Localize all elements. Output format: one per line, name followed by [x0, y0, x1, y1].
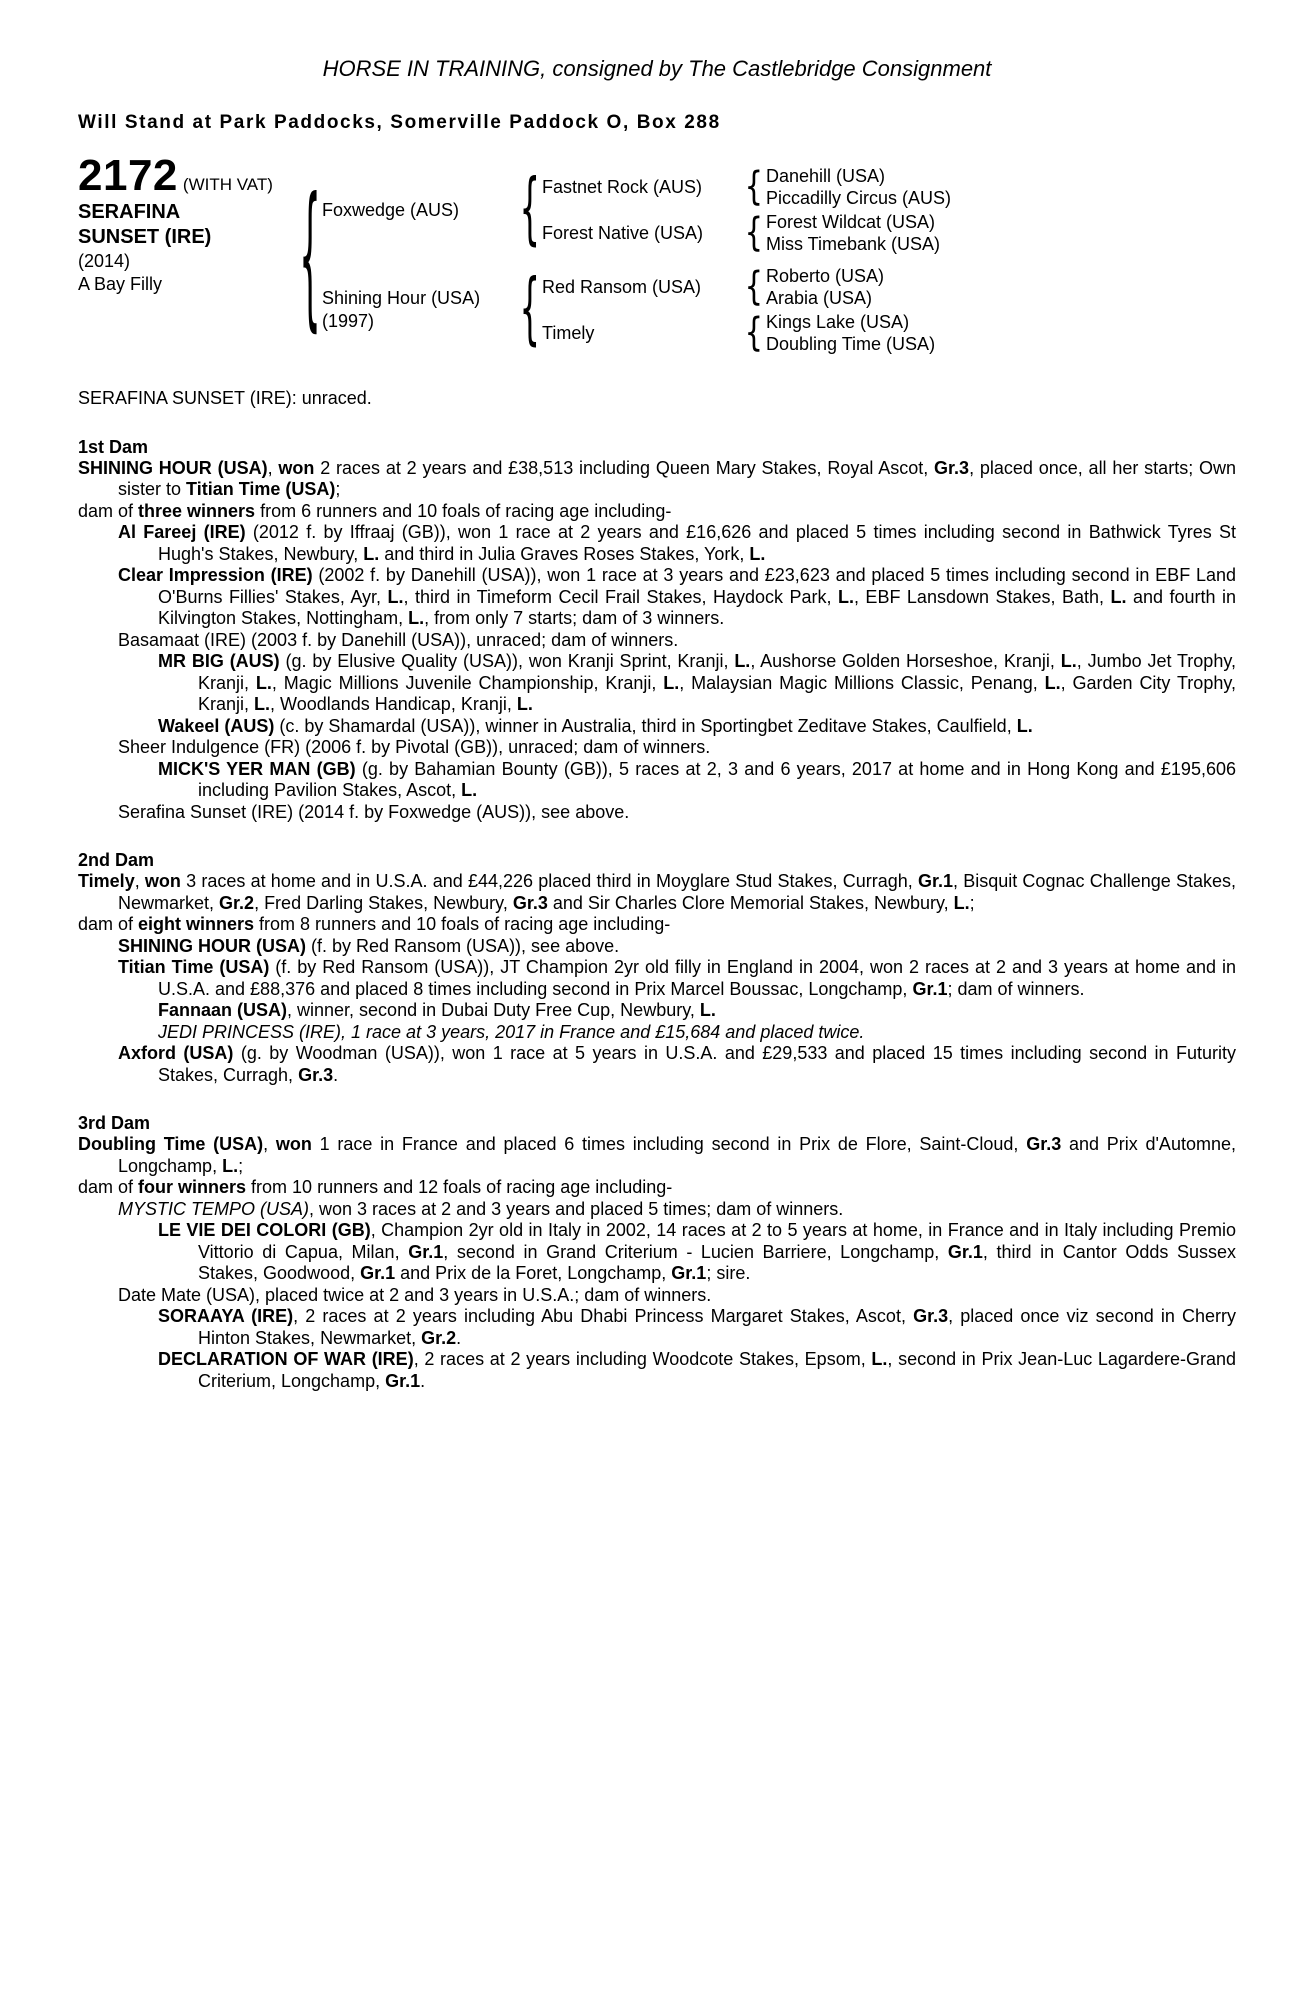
text-segment: Al Fareej (IRE) [118, 522, 246, 542]
text-segment: from 10 runners and 12 foals of racing age including- [246, 1177, 673, 1197]
text-segment: Titian Time (USA) [118, 957, 270, 977]
lot-number-line [78, 151, 298, 200]
catalogue-paragraph [78, 1134, 1236, 1177]
sire-name: Foxwedge (AUS) [322, 199, 460, 220]
text-segment: , Fred Darling Stakes, Newbury, [254, 892, 513, 913]
text-segment: Titian Time (USA) [186, 479, 336, 499]
race-record: SERAFINA SUNSET (IRE): unraced. [78, 388, 372, 408]
text-segment: MYSTIC TEMPO (USA) [118, 1198, 310, 1219]
grandparent-name: Forest Native (USA) [542, 222, 704, 243]
text-segment: Axford (USA) [118, 1043, 234, 1063]
text-segment: Gr.1 [671, 1263, 707, 1283]
text-segment: L. [1110, 586, 1127, 607]
text-segment: (2002 f. by Danehill (USA)), won 1 race at 3 years and £23,623 and placed 5 times including second in EBF Land O'Burns Fillies' Stakes, Ayr, [158, 565, 1236, 607]
text-segment: L. [1016, 715, 1033, 736]
dam-brace [518, 264, 542, 356]
catalogue-paragraph [78, 1022, 1236, 1044]
text-segment: L. [871, 1349, 888, 1369]
pedigree-outer-brace [298, 160, 322, 360]
text-segment: and third in Julia Graves Roses Stakes, York, [379, 543, 750, 564]
text-segment: Wakeel (AUS) [158, 715, 275, 736]
text-segment: L. [408, 608, 425, 628]
text-segment: L. [734, 651, 751, 671]
text-segment: L. [1060, 651, 1077, 671]
text-segment: Gr.2 [219, 892, 255, 913]
text-segment: Gr.2 [421, 1327, 457, 1348]
text-segment: L. [387, 586, 404, 607]
stand-location-line: Will Stand at Park Paddocks, Somerville Paddock O, Box 288 [78, 112, 721, 133]
text-segment: , [263, 1134, 276, 1154]
catalogue-paragraph [78, 936, 1236, 958]
text-segment: won [144, 871, 181, 891]
text-segment: , 2 races at 2 years including Woodcote Stakes, Epsom, [413, 1349, 872, 1369]
grandparent-brace [742, 211, 766, 255]
text-segment: , [267, 457, 279, 478]
text-segment: Gr.3 [298, 1064, 334, 1085]
text-segment: Clear Impression (IRE) [118, 565, 313, 585]
catalogue-paragraph [78, 522, 1236, 565]
text-segment: DECLARATION OF WAR (IRE) [158, 1349, 414, 1369]
catalogue-paragraph [78, 914, 1236, 936]
text-segment: L. [663, 672, 680, 693]
catalogue-paragraph [78, 1199, 1236, 1221]
text-segment: L. [837, 586, 854, 607]
text-segment: from 8 runners and 10 foals of racing age including- [254, 914, 671, 934]
brace-icon: { [744, 309, 764, 356]
text-segment: , Garden City Trophy, Kranji, [198, 672, 1237, 714]
catalogue-paragraph [78, 458, 1236, 501]
foaling-year: (2014) [78, 251, 131, 271]
text-segment: , Bisquit Cognac Challenge Stakes, Newmarket, [118, 871, 1236, 913]
catalogue-paragraph [78, 737, 1236, 759]
grandparent-brace [742, 311, 766, 355]
grandparent-block [542, 265, 1002, 309]
great-grandparent-name: Roberto (USA) [766, 266, 885, 286]
catalogue-paragraph [78, 630, 1236, 652]
pedigree-table [78, 151, 1236, 360]
text-segment: Gr.1 [947, 1241, 983, 1262]
lot-info [78, 151, 298, 360]
text-segment: ; [335, 479, 341, 499]
text-segment: and fourth in Kilvington Stakes, Nottingham, [158, 586, 1236, 628]
text-segment: and Prix de la Foret, Longchamp, [395, 1263, 672, 1283]
text-segment: eight winners [138, 914, 255, 934]
sire-block [322, 164, 1002, 256]
text-segment: Timely [78, 871, 135, 891]
text-segment: LE VIE DEI COLORI (GB) [158, 1220, 371, 1240]
text-segment: and Prix d'Automne, Longchamp, [118, 1134, 1236, 1176]
great-grandparent-name: Forest Wildcat (USA) [766, 212, 936, 232]
text-segment: ; sire. [706, 1263, 751, 1283]
text-segment: L. [516, 694, 533, 714]
brace-icon: { [744, 263, 764, 310]
text-segment: , from only 7 starts; dam of 3 winners. [424, 608, 725, 628]
text-segment: Gr.3 [934, 457, 970, 478]
brace-icon: { [744, 163, 764, 210]
text-segment: L. [222, 1155, 239, 1176]
grandparent-name: Fastnet Rock (AUS) [542, 176, 703, 197]
text-segment: , second in Grand Criterium - Lucien Barriere, Longchamp, [443, 1241, 948, 1262]
text-segment: (g. by Bahamian Bounty (GB)), 5 races at 2, 3 and 6 years, 2017 at home and in Hong Kong and £195,606 including Pavilion Stakes, Ascot, [198, 758, 1236, 800]
text-segment: . [456, 1327, 462, 1348]
catalogue-paragraph [78, 501, 1236, 523]
text-segment: , Jumbo Jet Trophy, Kranji, [198, 651, 1236, 693]
text-segment: L. [363, 543, 380, 564]
grandparent-brace [742, 165, 766, 209]
section-heading: 2nd Dam [78, 850, 155, 870]
text-segment: , third in Cantor Odds Sussex Stakes, Goodwood, [198, 1241, 1237, 1283]
great-grandparent-name: Arabia (USA) [766, 288, 873, 308]
text-segment: , won 3 races at 2 and 3 years and placed 5 times; dam of winners. [309, 1198, 844, 1219]
text-segment: . [420, 1370, 426, 1391]
grandparent-block [542, 211, 1002, 255]
text-segment: , Magic Millions Juvenile Championship, Kranji, [271, 672, 664, 693]
text-segment: SORAAYA (IRE) [158, 1306, 294, 1326]
dam-year: (1997) [322, 311, 375, 331]
text-segment: MR BIG (AUS) [158, 651, 280, 671]
text-segment: SHINING HOUR (USA) [118, 935, 306, 956]
pedigree-generations [322, 160, 1002, 360]
text-segment: Serafina Sunset (IRE) (2014 f. by Foxwedge (AUS)), see above. [118, 801, 630, 822]
catalogue-paragraph [78, 1285, 1236, 1307]
text-segment: Doubling Time (USA) [78, 1134, 264, 1154]
text-segment: L. [1044, 672, 1061, 693]
text-segment: three winners [138, 500, 256, 521]
text-segment: Gr.3 [913, 1306, 949, 1326]
horse-name-line2: SUNSET (IRE) [78, 226, 212, 248]
text-segment: 3 races at home and in U.S.A. and £44,226 placed third in Moyglare Stud Stakes, Curragh, [180, 871, 918, 891]
text-segment: dam of [78, 914, 139, 934]
catalogue-paragraph [78, 1043, 1236, 1086]
text-segment: (c. by Shamardal (USA)), winner in Australia, third in Sportingbet Zeditave Stakes, Caulfield, [274, 715, 1017, 736]
grandparent-brace [742, 265, 766, 309]
section-heading: 3rd Dam [78, 1113, 151, 1133]
text-segment: ; [238, 1155, 244, 1176]
grandparent-block [542, 165, 1002, 209]
text-segment: Sheer Indulgence (FR) (2006 f. by Pivotal (GB)), unraced; dam of winners. [118, 737, 711, 757]
great-grandparent-name: Miss Timebank (USA) [766, 234, 941, 254]
text-segment: L. [953, 892, 970, 913]
catalogue-paragraph [78, 651, 1236, 716]
text-segment: , Aushorse Golden Horseshoe, Kranji, [750, 651, 1061, 671]
text-segment: L. [749, 543, 766, 564]
text-segment: , Woodlands Handicap, Kranji, [270, 694, 517, 714]
catalogue-sections [78, 436, 1236, 1393]
text-segment: , Champion 2yr old in Italy in 2002, 14 races at 2 to 5 years at home, in France and in Italy including Premio Vittorio di Capua, Milan, [198, 1220, 1236, 1262]
section-heading: 1st Dam [78, 436, 149, 457]
text-segment: Gr.1 [408, 1241, 444, 1262]
brace-icon: { [299, 165, 321, 350]
vat-note: (WITH VAT) [182, 175, 273, 194]
text-segment: Gr.1 [360, 1263, 396, 1283]
text-segment: , 1 race at 3 years, 2017 in France and £15,684 and placed twice. [341, 1021, 865, 1042]
text-segment: , [134, 871, 145, 891]
text-segment: , placed once, all her starts; Own sister to [118, 457, 1237, 499]
lot-number: 2172 [78, 151, 178, 200]
catalogue-paragraph [78, 1306, 1236, 1349]
catalogue-paragraph [78, 1349, 1236, 1392]
text-segment: dam of [78, 1177, 139, 1197]
horse-name-line1: SERAFINA [78, 201, 181, 223]
text-segment: won [278, 457, 315, 478]
text-segment: ; [969, 892, 975, 913]
catalogue-paragraph [78, 1000, 1236, 1022]
text-segment: (2012 f. by Iffraaj (GB)), won 1 race at 2 years and £16,626 and placed 5 times including second in Bathwick Tyres St Hugh's Stakes, Newbury, [158, 522, 1236, 564]
text-segment: L. [255, 672, 272, 693]
text-segment: from 6 runners and 10 foals of racing age including- [255, 500, 672, 521]
great-grandparent-name: Doubling Time (USA) [766, 334, 936, 354]
text-segment: 2 races at 2 years and £38,513 including Queen Mary Stakes, Royal Ascot, [314, 457, 935, 478]
text-segment: Gr.1 [385, 1370, 421, 1391]
text-segment: ; dam of winners. [947, 978, 1085, 999]
catalogue-paragraph [78, 716, 1236, 738]
text-segment: won [275, 1134, 312, 1154]
text-segment: Gr.1 [917, 871, 953, 891]
grandparent-name: Red Ransom (USA) [542, 276, 702, 297]
catalogue-paragraph [78, 871, 1236, 914]
text-segment: (f. by Red Ransom (USA)), see above. [306, 935, 620, 956]
text-segment: Gr.3 [1026, 1134, 1062, 1154]
catalogue-paragraph [78, 1220, 1236, 1285]
catalogue-paragraph [78, 565, 1236, 630]
text-segment: . [333, 1064, 339, 1085]
text-segment: , second in Prix Jean-Luc Lagardere-Grand Criterium, Longchamp, [198, 1349, 1236, 1391]
grandparent-block [542, 311, 1002, 355]
consignment-title: HORSE IN TRAINING, consigned by The Castlebridge Consignment [322, 56, 992, 81]
text-segment: dam of [78, 500, 139, 521]
text-segment: , third in Timeform Cecil Frail Stakes, Haydock Park, [403, 586, 838, 607]
text-segment: , Malaysian Magic Millions Classic, Penang, [679, 672, 1045, 693]
text-segment: L. [699, 1000, 716, 1020]
text-segment: L. [461, 780, 478, 800]
text-segment: Date Mate (USA), placed twice at 2 and 3 years in U.S.A.; dam of winners. [118, 1284, 712, 1305]
catalogue-paragraph [78, 1177, 1236, 1199]
catalogue-paragraph [78, 759, 1236, 802]
text-segment: , EBF Lansdown Stakes, Bath, [853, 586, 1111, 607]
text-segment: Gr.3 [512, 892, 548, 913]
text-segment: Fannaan (USA) [158, 1000, 288, 1020]
great-grandparent-name: Danehill (USA) [766, 166, 886, 186]
dam-block [322, 264, 1002, 356]
brace-icon: { [744, 209, 764, 256]
brace-icon: { [519, 262, 541, 355]
grandparent-name: Timely [542, 322, 595, 343]
dam-name: Shining Hour (USA) [322, 288, 481, 308]
catalogue-paragraph [78, 802, 1236, 824]
catalogue-paragraph [78, 957, 1236, 1000]
great-grandparent-name: Piccadilly Circus (AUS) [766, 188, 952, 208]
text-segment: (g. by Woodman (USA)), won 1 race at 5 years in U.S.A. and £29,533 and placed 15 times including second in Futurity Stakes, Curragh, [158, 1043, 1236, 1085]
horse-description: A Bay Filly [78, 274, 163, 294]
text-segment: Basamaat (IRE) (2003 f. by Danehill (USA)), unraced; dam of winners. [118, 629, 679, 650]
text-segment: MICK'S YER MAN (GB) [158, 758, 356, 779]
sire-brace [518, 164, 542, 256]
brace-icon: { [519, 162, 541, 255]
text-segment: four winners [138, 1177, 247, 1197]
text-segment: and Sir Charles Clore Memorial Stakes, Newbury, [547, 892, 954, 913]
text-segment: (g. by Elusive Quality (USA)), won Kranji Sprint, Kranji, [279, 651, 735, 671]
text-segment: , placed once viz second in Cherry Hinton Stakes, Newmarket, [198, 1306, 1236, 1348]
text-segment: L. [254, 694, 271, 714]
great-grandparent-name: Kings Lake (USA) [766, 312, 910, 332]
text-segment: 1 race in France and placed 6 times including second in Prix de Flore, Saint-Cloud, [311, 1134, 1027, 1154]
text-segment: , 2 races at 2 years including Abu Dhabi Princess Margaret Stakes, Ascot, [293, 1306, 914, 1326]
text-segment: , winner, second in Dubai Duty Free Cup, Newbury, [287, 1000, 700, 1020]
text-segment: (f. by Red Ransom (USA)), JT Champion 2yr old filly in England in 2004, won 2 races at 2 and 3 years at home and in U.S.A. and £88,376 and placed 8 times including second in Prix Marcel Boussac, Longchamp, [158, 957, 1236, 999]
text-segment: Gr.1 [912, 978, 948, 999]
text-segment: JEDI PRINCESS (IRE) [158, 1021, 342, 1042]
text-segment: SHINING HOUR (USA) [78, 457, 268, 478]
